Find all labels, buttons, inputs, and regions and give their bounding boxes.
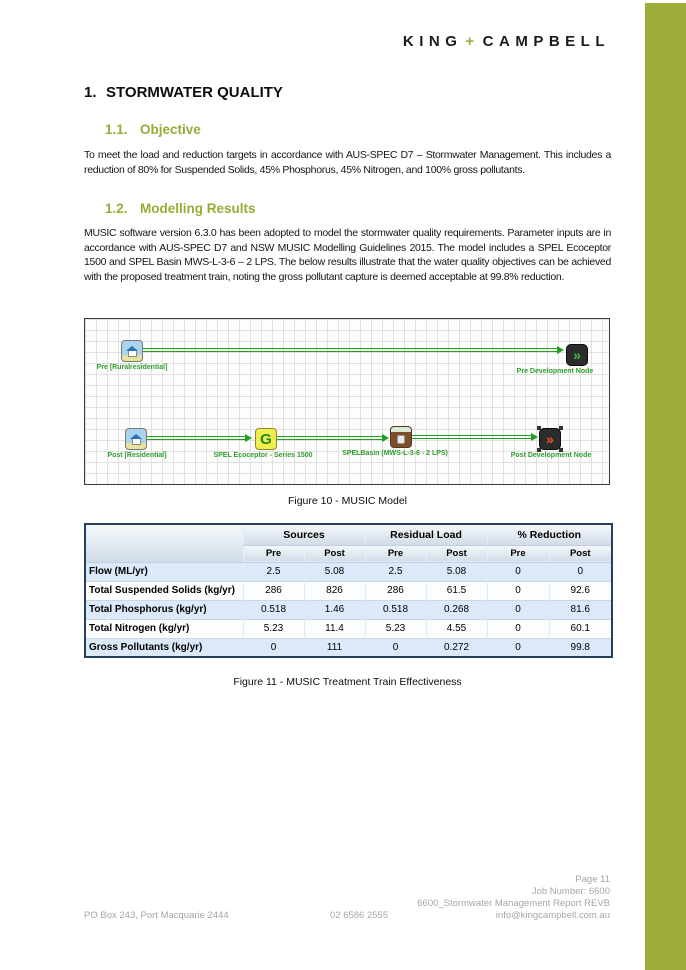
- pre-flow-arrow-icon: [557, 346, 564, 354]
- figure10-caption: Figure 10 - MUSIC Model: [287, 495, 408, 507]
- chevrons-icon: »: [546, 431, 554, 447]
- company-logo: [403, 33, 610, 50]
- gpt-glyph: G: [260, 430, 272, 448]
- logo-text-right: CAMPBELL: [482, 33, 610, 50]
- footer-report-name: 6600_Stormwater Management Report REVB: [417, 898, 610, 909]
- table-row: [85, 638, 612, 657]
- sub-header: Post: [549, 545, 612, 562]
- footer-meta: [417, 874, 610, 922]
- table-row: [85, 600, 612, 619]
- results-table: [84, 523, 613, 658]
- house-body-icon: [128, 351, 137, 357]
- corner-header-cell: [85, 524, 243, 562]
- cell: 0.518: [365, 600, 426, 619]
- post-catchment-label: Post [Residential]: [107, 452, 167, 459]
- sub-header: Pre: [243, 545, 304, 562]
- row-label: Total Phosphorus (kg/yr): [89, 604, 207, 615]
- cell: 286: [365, 581, 426, 600]
- post-flow-link-2: [277, 436, 382, 440]
- basin-tank-icon: [397, 435, 405, 444]
- page-accent-bar: [645, 3, 686, 970]
- cell: 826: [304, 581, 365, 600]
- table-row: [85, 562, 612, 581]
- objective-paragraph: To meet the load and reduction targets in accordance with AUS-SPEC D7 – Stormwater Management. This includes a reduction of 80% for Suspended Solids, 45% Phosphorus, 45% Nitrogen, and 100% gross pollutants.: [84, 149, 611, 176]
- table-row: [85, 619, 612, 638]
- cell: 0.518: [243, 600, 304, 619]
- ecoceptor-label: SPEL Ecoceptor - Series 1500: [213, 452, 313, 459]
- cell: 81.6: [549, 600, 612, 619]
- cell: 0: [365, 638, 426, 657]
- row-label: Total Suspended Solids (kg/yr): [89, 585, 235, 596]
- cell: 99.8: [549, 638, 612, 657]
- cell: 5.23: [365, 619, 426, 638]
- cell: 61.5: [426, 581, 487, 600]
- section-number: 1.: [84, 84, 97, 101]
- footer-address: PO Box 243, Port Macquarie 2444: [84, 910, 229, 921]
- table-row: [85, 581, 612, 600]
- group-header-reduction: % Reduction: [487, 524, 612, 545]
- cell: 2.5: [365, 562, 426, 581]
- pre-catchment-label: Pre [Ruralresidential]: [96, 364, 168, 371]
- post-development-node-icon: [539, 428, 561, 450]
- footer-email: info@kingcampbell.com.au: [495, 910, 610, 921]
- post-development-label: Post Development Node: [510, 452, 592, 459]
- sub-header: Pre: [365, 545, 426, 562]
- subsection-title: Modelling Results: [140, 201, 256, 216]
- group-header-residual: Residual Load: [365, 524, 487, 545]
- section-title: STORMWATER QUALITY: [106, 84, 283, 101]
- subsection-title: Objective: [140, 122, 201, 137]
- spel-basin-label: SPELBasin (MWS-L-3-6 - 2 LPS): [342, 450, 448, 457]
- subsection-number: 1.1.: [105, 122, 128, 137]
- cell: 5.08: [426, 562, 487, 581]
- sub-header: Pre: [487, 545, 549, 562]
- logo-text-left: KING: [402, 33, 463, 50]
- row-label: Total Nitrogen (kg/yr): [89, 623, 190, 634]
- cell: 0: [243, 638, 304, 657]
- pre-development-node-icon: [566, 344, 588, 366]
- pre-catchment-node-icon: [121, 340, 143, 362]
- cell: 0: [487, 562, 549, 581]
- row-label: Flow (ML/yr): [89, 566, 148, 577]
- footer-page-number: Page 11: [575, 874, 610, 885]
- pre-development-label: Pre Development Node: [516, 368, 594, 375]
- cell: 0.268: [426, 600, 487, 619]
- cell: 2.5: [243, 562, 304, 581]
- selection-handle: [559, 426, 563, 430]
- cell: 1.46: [304, 600, 365, 619]
- cell: 0: [549, 562, 612, 581]
- cell: 0: [487, 600, 549, 619]
- music-model-diagram: [84, 318, 610, 485]
- sub-header: Post: [426, 545, 487, 562]
- row-label: Gross Pollutants (kg/yr): [89, 641, 203, 653]
- subsection-heading-modelling: [105, 201, 256, 216]
- subsection-number: 1.2.: [105, 201, 128, 216]
- cell: 11.4: [304, 619, 365, 638]
- flow-arrow-icon: [531, 433, 538, 441]
- selection-handle: [537, 426, 541, 430]
- group-header-sources: Sources: [243, 524, 365, 545]
- flow-arrow-icon: [245, 434, 252, 442]
- pre-flow-link: [143, 348, 557, 352]
- flow-arrow-icon: [382, 434, 389, 442]
- post-flow-link-3: [412, 435, 531, 439]
- figure11-caption: Figure 11 - MUSIC Treatment Train Effectiveness: [233, 676, 462, 688]
- post-flow-link-1: [147, 436, 245, 440]
- footer-job-number: Job Number: 6600: [531, 886, 610, 897]
- cell: 0: [487, 619, 549, 638]
- cell: 60.1: [549, 619, 612, 638]
- cell: 0.272: [426, 638, 487, 657]
- spel-basin-node-icon: [390, 426, 412, 448]
- modelling-paragraph: MUSIC software version 6.3.0 has been adopted to model the stormwater quality requirements. Parameter inputs are in accordance with AUS-SPEC D7 and NSW MUSIC Modelling Guidelines 2015. The model includes a SPEL Ecoceptor 1500 and SPEL Basin MWS-L-3-6 – 2 LPS. The below results illustrate that the water quality objectives can be achieved with the proposed treatment train, noting the gross pollutant capture is deemed acceptable at 99.8% reduction.: [84, 227, 611, 283]
- cell: 5.23: [243, 619, 304, 638]
- ecoceptor-node-icon: [255, 428, 277, 450]
- chevrons-icon: »: [573, 347, 581, 363]
- cell: 5.08: [304, 562, 365, 581]
- cell: 92.6: [549, 581, 612, 600]
- cell: 0: [487, 638, 549, 657]
- footer-phone: 02 6586 2555: [330, 910, 389, 921]
- sub-header: Post: [304, 545, 365, 562]
- cell: 0: [487, 581, 549, 600]
- post-catchment-node-icon: [125, 428, 147, 450]
- house-body-icon: [132, 439, 141, 445]
- subsection-heading-objective: [105, 122, 201, 137]
- cell: 4.55: [426, 619, 487, 638]
- section-heading: [84, 84, 283, 101]
- cell: 286: [243, 581, 304, 600]
- cell: 111: [304, 638, 365, 657]
- logo-plus-icon: +: [465, 33, 480, 50]
